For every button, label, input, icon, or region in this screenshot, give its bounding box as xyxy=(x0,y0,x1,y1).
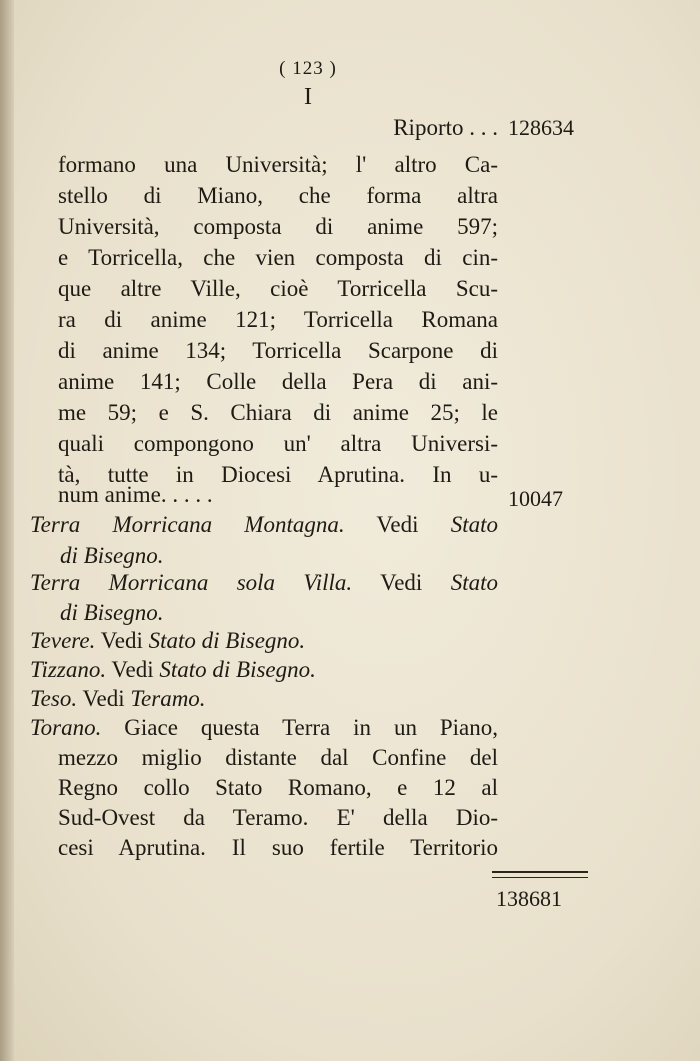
entry-vedi: Vedi xyxy=(111,657,154,682)
riporto-amount: 128634 xyxy=(508,115,574,140)
entry-name: Tizzano. xyxy=(30,657,107,682)
torano-line: mezzo miglio distante dal Confine del xyxy=(58,745,498,770)
entry-name: Terra Morricana sola Villa. xyxy=(30,570,353,595)
entry-line xyxy=(30,510,498,540)
entry-ref: Stato xyxy=(450,570,498,595)
entry-ref: Stato di Bisegno. xyxy=(159,657,316,682)
entry-line xyxy=(30,626,498,656)
entry-line xyxy=(60,541,480,571)
torano-text: Giace questa Terra in un Piano, xyxy=(124,715,498,740)
text-line: formano una Università; l' altro Ca- xyxy=(58,152,498,177)
entry-name: Torano. xyxy=(30,715,102,740)
page-binding-edge xyxy=(0,0,14,1061)
text-line: quali compongono un' altra Universi- xyxy=(58,431,498,456)
entry-ref: di Bisegno. xyxy=(60,543,164,568)
entry-vedi: Vedi xyxy=(376,512,419,537)
signature-mark: I xyxy=(304,84,312,110)
text-line: Università, composta di anime 597; xyxy=(58,214,498,239)
entry-vedi: Vedi xyxy=(100,628,143,653)
torano-first-line xyxy=(30,713,498,743)
text-line: anime 141; Colle della Pera di ani- xyxy=(58,369,498,394)
torano-line: cesi Aprutina. Il suo fertile Territorio xyxy=(58,835,498,860)
entry-line xyxy=(30,568,498,598)
entry-ref: Stato di Bisegno. xyxy=(148,628,306,653)
entry-line xyxy=(60,598,480,628)
subtotal-amount: 10047 xyxy=(508,486,563,511)
entry-ref: di Bisegno. xyxy=(60,600,164,625)
total-rule xyxy=(492,871,588,873)
text-line: num anime. . . . . xyxy=(58,482,213,507)
entry-vedi: Vedi xyxy=(82,686,125,711)
total-amount: 138681 xyxy=(496,886,562,911)
text-line: que altre Ville, cioè Torricella Scu- xyxy=(58,276,498,301)
torano-line: Sud-Ovest da Teramo. E' della Dio- xyxy=(58,805,498,830)
entry-line xyxy=(30,655,498,685)
text-line: ra di anime 121; Torricella Romana xyxy=(58,307,498,332)
entry-ref: Stato xyxy=(450,512,499,537)
entry-name: Terra Morricana Montagna. xyxy=(30,512,345,537)
text-line: stello di Miano, che forma altra xyxy=(58,183,498,208)
riporto-label: Riporto . . . xyxy=(393,115,498,140)
text-line: me 59; e S. Chiara di anime 25; le xyxy=(58,400,498,425)
entry-name: Tevere. xyxy=(30,628,96,653)
page-number: ( 123 ) xyxy=(279,58,337,79)
text-line: tà, tutte in Diocesi Aprutina. In u- xyxy=(58,462,498,487)
entry-name: Teso. xyxy=(30,686,78,711)
entry-line xyxy=(30,684,498,714)
entry-vedi: Vedi xyxy=(380,570,423,595)
total-rule-secondary xyxy=(492,877,588,878)
torano-line: Regno collo Stato Romano, e 12 al xyxy=(58,775,498,800)
text-line: e Torricella, che vien composta di cin- xyxy=(58,245,498,270)
entry-ref: Teramo. xyxy=(130,686,206,711)
text-line: di anime 134; Torricella Scarpone di xyxy=(58,338,498,363)
